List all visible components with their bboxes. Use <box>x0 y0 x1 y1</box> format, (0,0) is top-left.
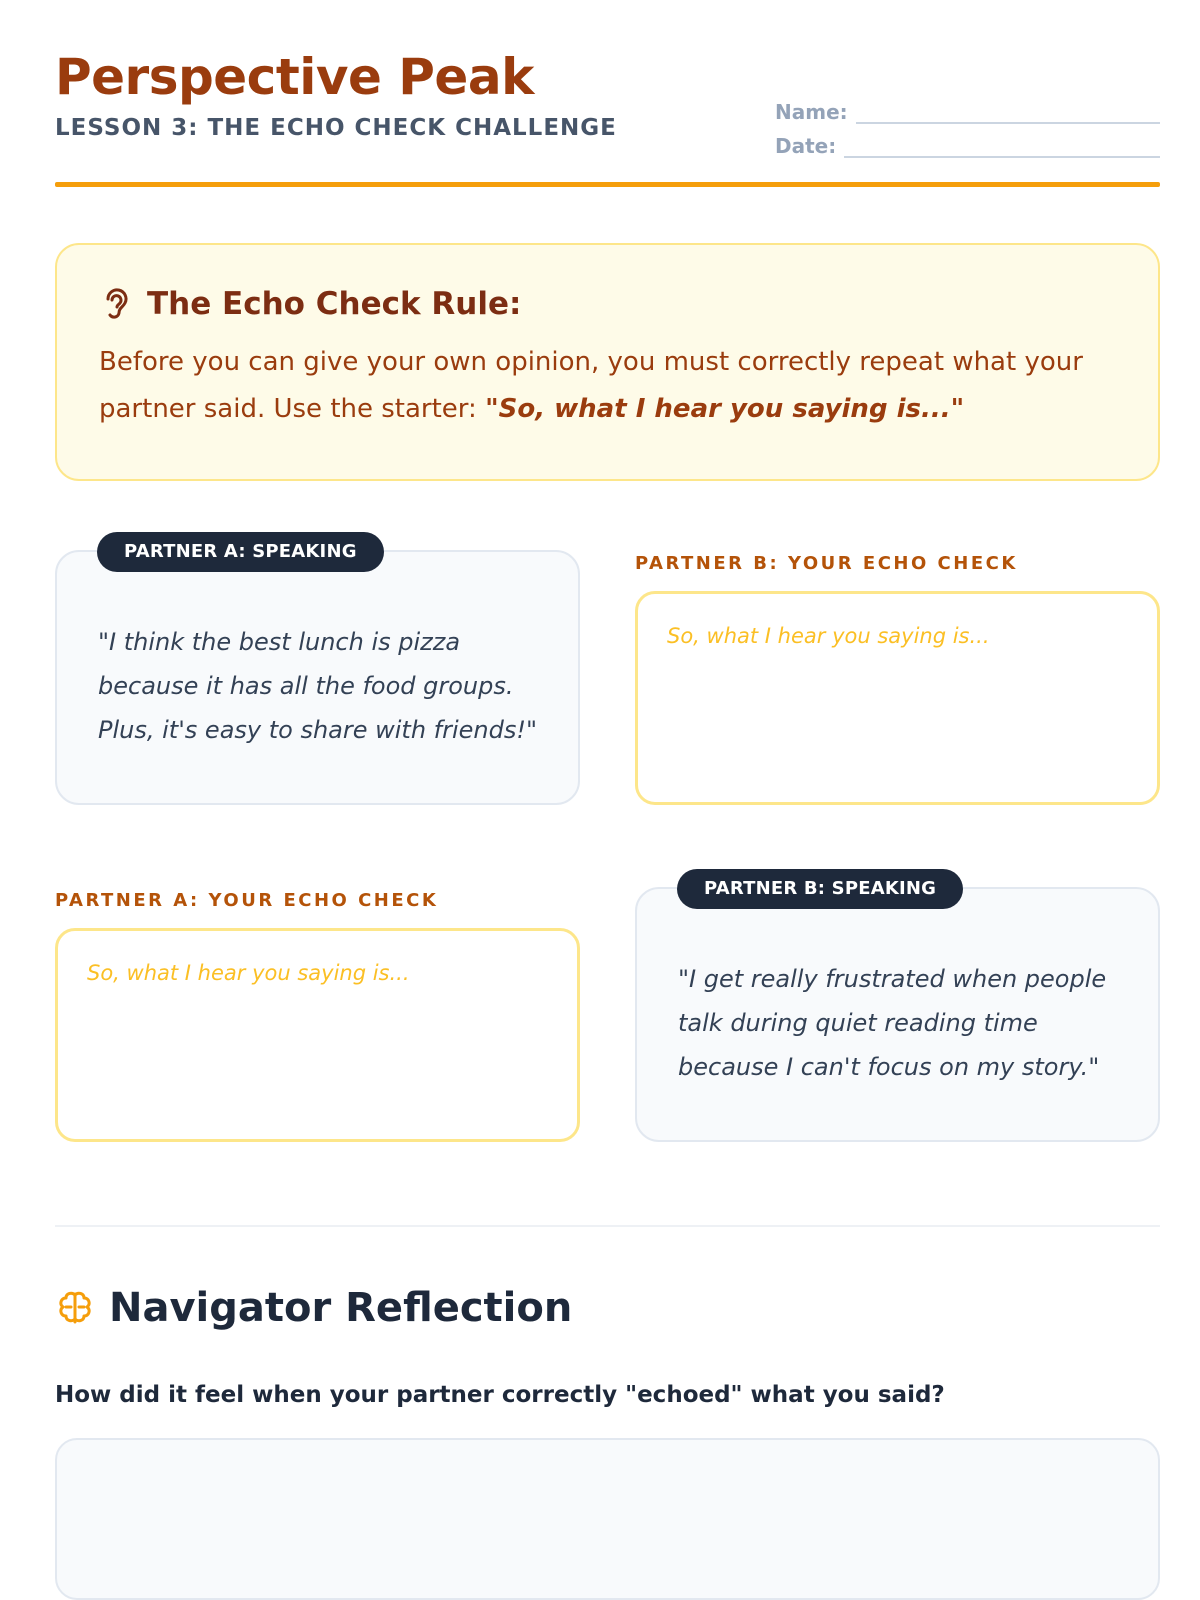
partner-a-quote: "I think the best lunch is pizza because it has all the food groups. Plus, it's easy to share with friends!" <box>98 628 538 744</box>
partner-b-speaking-card <box>635 887 1160 1142</box>
partner-b-quote: "I get really frustrated when people talk during quiet reading time because I can't focus on my story." <box>678 965 1107 1081</box>
brain-icon <box>55 1288 95 1328</box>
partner-b-echo-label: PARTNER B: YOUR ECHO CHECK <box>635 553 1018 574</box>
rule-heading <box>99 285 1116 323</box>
name-field[interactable] <box>856 104 1160 124</box>
student-meta <box>775 90 1160 158</box>
partner-b-speaking-pill: PARTNER B: SPEAKING <box>677 869 963 909</box>
worksheet-header <box>55 48 1160 158</box>
page-title: Perspective Peak <box>55 48 534 106</box>
section-divider <box>55 1225 1160 1227</box>
partner-a-echo-label: PARTNER A: YOUR ECHO CHECK <box>55 890 439 911</box>
partner-a-echo-placeholder: So, what I hear you saying is... <box>87 961 410 985</box>
partner-b-echo-placeholder: So, what I hear you saying is... <box>667 624 990 648</box>
rule-body: Before you can give your own opinion, you must correctly repeat what your partner said. Use the starter: <box>99 347 1083 424</box>
rule-title: The Echo Check Rule: <box>147 286 522 322</box>
rule-text <box>99 339 1116 433</box>
lesson-subtitle: LESSON 3: THE ECHO CHECK CHALLENGE <box>55 115 617 141</box>
reflection-title: Navigator Reflection <box>109 1285 573 1331</box>
header-divider <box>55 182 1160 187</box>
reflection-question: How did it feel when your partner correctly "echoed" what you said? <box>55 1382 945 1408</box>
reflection-answer-box[interactable] <box>55 1438 1160 1600</box>
partner-a-echo-input[interactable] <box>55 928 580 1142</box>
name-label: Name: <box>775 100 848 124</box>
partner-a-speaking-card <box>55 550 580 805</box>
rule-starter: "So, what I hear you saying is..." <box>485 394 965 424</box>
echo-rule-callout <box>55 243 1160 481</box>
reflection-heading <box>55 1285 572 1331</box>
ear-icon <box>99 285 133 323</box>
date-label: Date: <box>775 134 837 158</box>
partner-a-speaking-pill: PARTNER A: SPEAKING <box>97 532 384 572</box>
partner-b-echo-input[interactable] <box>635 591 1160 805</box>
name-row <box>775 90 1160 124</box>
date-row <box>775 124 1160 158</box>
date-field[interactable] <box>844 138 1160 158</box>
